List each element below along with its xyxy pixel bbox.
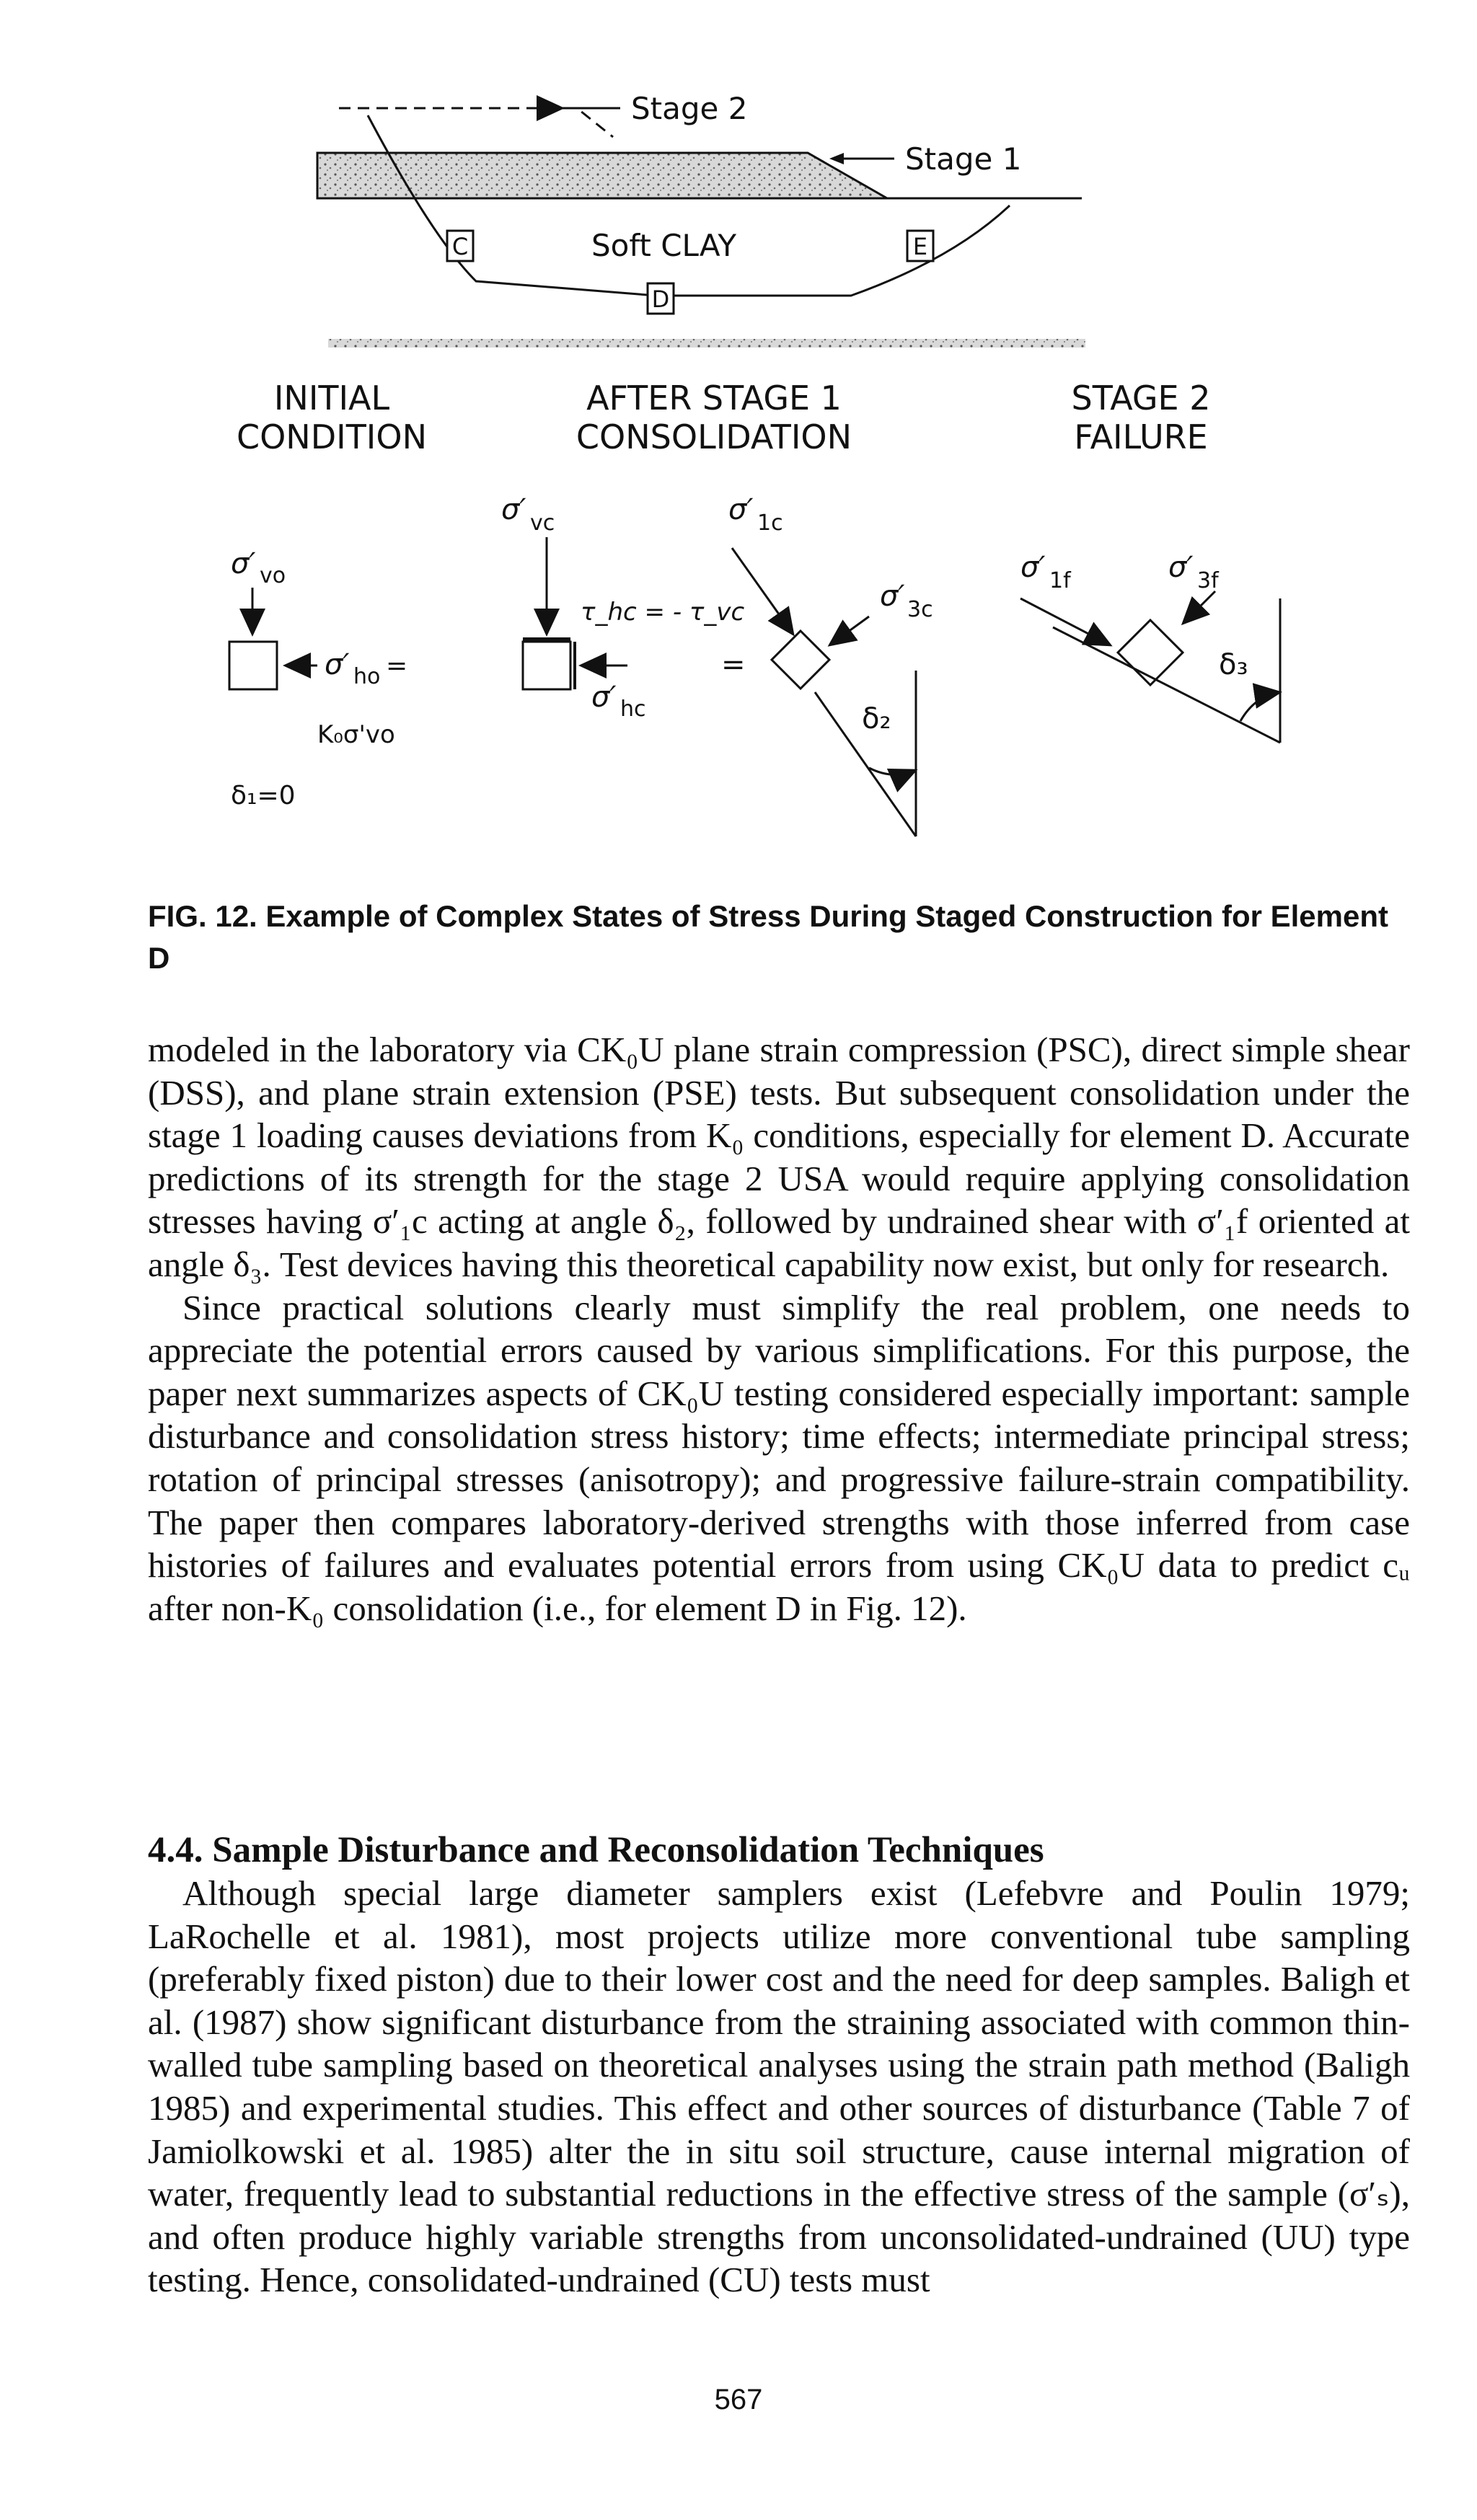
body-text-upper xyxy=(148,1028,1410,1630)
stage1-label: Stage 1 xyxy=(905,141,1022,177)
element-e-label: E xyxy=(912,233,928,260)
svg-text:CONSOLIDATION: CONSOLIDATION xyxy=(576,417,852,456)
element-d-label: D xyxy=(651,286,670,313)
page-number: 567 xyxy=(714,2384,763,2415)
paragraph-1: modeled in the laboratory via CK₀U plane strain compression (PSC), direct simple shear (DSS), and plane strain extension (PSE) tests. But subsequent consolidation under the stage 1 loading causes deviations from K₀ conditions, especially for element D. Accurate predictions of its strength for the stage 2 USA would require applying consolidation stresses having σ′₁c acting at angle δ₂, followed by undrained shear with σ′₁f oriented at angle δ₃. Test devices having this theoretical capability now exist, but only for research. xyxy=(148,1030,1410,1284)
svg-text:FAILURE: FAILURE xyxy=(1074,417,1208,456)
svg-text:1c: 1c xyxy=(757,510,783,536)
svg-text:AFTER STAGE 1: AFTER STAGE 1 xyxy=(586,379,842,417)
soft-clay-label: Soft CLAY xyxy=(591,228,737,263)
svg-text:σ′: σ′ xyxy=(325,648,350,681)
paragraph-2: Since practical solutions clearly must simplify the real problem, one needs to appreciate the potential errors caused by various simplifications. For this purpose, the paper next summarizes aspects of CK₀U testing considered especially important: sample disturbance and consolidation stress history; time effects; intermediate principal stress; rotation of principal stresses (anisotropy); and progressive failure-strain compatibility. The paper then compares laboratory-derived strengths with those inferred from case histories of failures and evaluates potential errors from using CK₀U data to predict cᵤ after non-K₀ consolidation (i.e., for element D in Fig. 12). xyxy=(148,1287,1410,1628)
svg-text:ho: ho xyxy=(353,664,381,689)
tau-equation: τ_hc = - τ_vc xyxy=(581,598,745,627)
column-headers xyxy=(237,379,1211,456)
k0-sigma-label: K₀σ'vo xyxy=(317,720,395,749)
stage2-label: Stage 2 xyxy=(631,91,748,126)
svg-text:σ′: σ′ xyxy=(591,681,617,714)
svg-text:vo: vo xyxy=(260,563,286,588)
stage2-outline xyxy=(339,108,613,137)
svg-text:σ′: σ′ xyxy=(880,580,905,613)
svg-text:hc: hc xyxy=(620,697,646,722)
svg-text:CONDITION: CONDITION xyxy=(236,417,428,456)
figure-caption xyxy=(148,896,1417,979)
svg-text:3f: 3f xyxy=(1197,568,1219,593)
firm-base-stratum xyxy=(328,339,1085,348)
initial-condition-element xyxy=(229,547,407,810)
svg-text:=: = xyxy=(386,651,408,681)
svg-text:STAGE 2: STAGE 2 xyxy=(1071,379,1211,417)
svg-text:3c: 3c xyxy=(907,597,933,622)
delta2-label: δ₂ xyxy=(862,702,891,735)
svg-text:=: = xyxy=(721,648,746,681)
figure-caption-label: FIG. 12. xyxy=(148,899,257,933)
figure-caption-text: Example of Complex States of Stress During Staged Construction for Element D xyxy=(148,899,1388,975)
svg-text:INITIAL: INITIAL xyxy=(273,379,390,417)
paragraph-3: Although special large diameter samplers exist (Lefebvre and Poulin 1979; LaRochelle et al. 1981), most projects utilize more conventional tube sampling (preferably fixed piston) due to their lower cost and the need for deep samples. Baligh et al. (1987) show significant disturbance from the straining associated with common thin-walled tube sampling based on theoretical analyses using the strain path method (Baligh 1985) and experimental studies. This effect and other sources of disturbance (Table 7 of Jamiolkowski et al. 1985) alter the in situ soil structure, cause internal migration of water, frequently lead to substantial reductions in the effective stress of the sample (σ′ₛ), and often produce highly variable strengths from unconsolidated-undrained (UU) type testing. Hence, consolidated-undrained (CU) tests must xyxy=(148,1873,1410,2300)
svg-text:σ′: σ′ xyxy=(728,493,754,526)
svg-text:σ′: σ′ xyxy=(231,547,256,580)
section-title: 4.4. Sample Disturbance and Reconsolidation Techniques xyxy=(148,1830,1044,1870)
delta1-label: δ₁=0 xyxy=(231,781,296,810)
body-text-lower xyxy=(148,1872,1410,2302)
svg-text:σ′: σ′ xyxy=(1020,551,1046,584)
svg-text:vc: vc xyxy=(530,510,555,536)
svg-text:σ′: σ′ xyxy=(501,493,526,526)
svg-text:σ′: σ′ xyxy=(1168,551,1194,584)
element-c-label: C xyxy=(451,233,469,260)
figure-12-diagram xyxy=(0,0,1477,894)
stage2-failure-element xyxy=(1020,551,1280,743)
embankment-section xyxy=(317,91,1085,348)
svg-text:1f: 1f xyxy=(1049,568,1071,593)
after-stage1-element xyxy=(501,493,933,836)
stage1-fill xyxy=(317,153,887,198)
delta3-label: δ₃ xyxy=(1219,648,1248,681)
